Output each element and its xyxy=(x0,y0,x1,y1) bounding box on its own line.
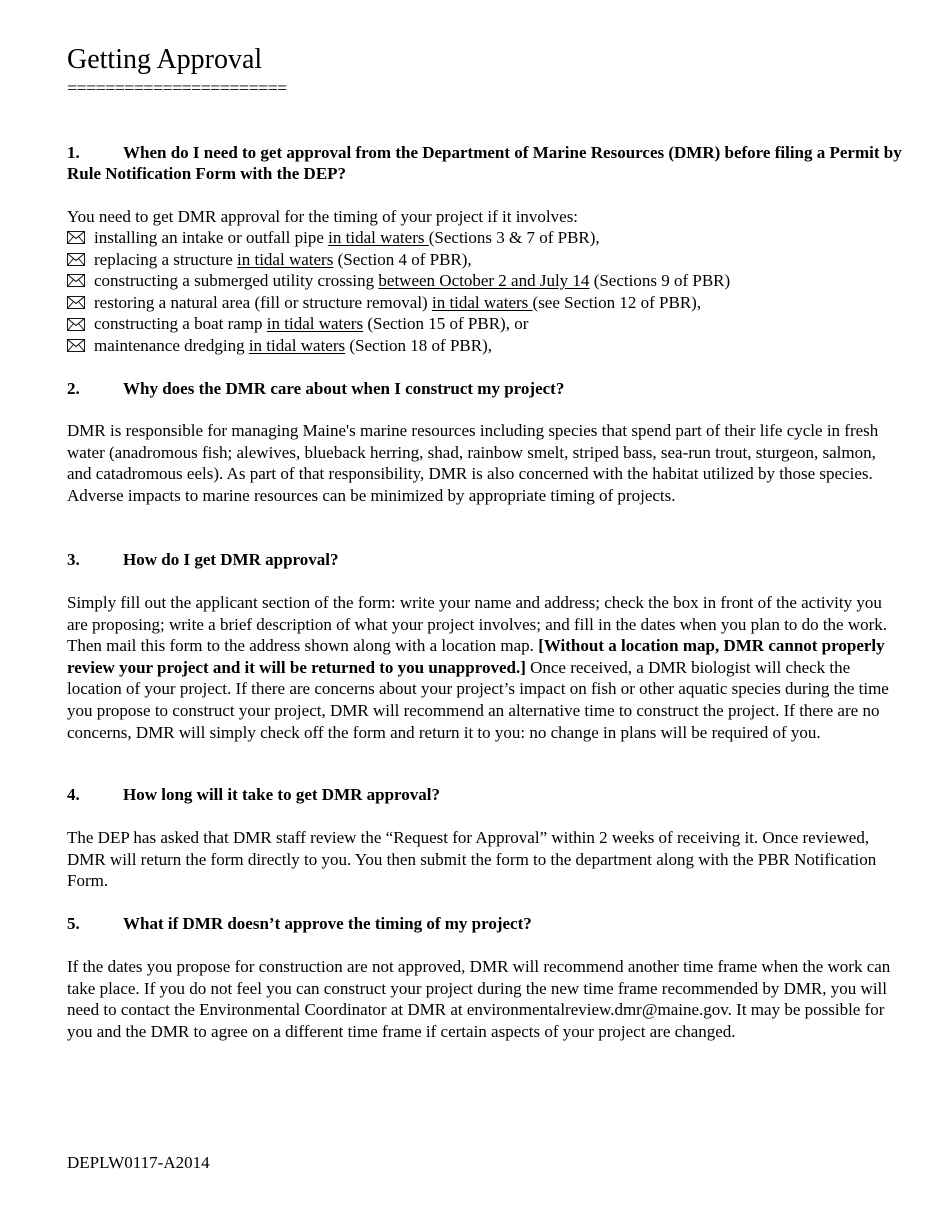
question-2-number: 2. xyxy=(67,379,80,398)
answer-3-part-a: Simply fill out the applicant section of the form: write your name and address; check the box in front of the activity you are proposing; write a brief description of what your project involves; and fill in the dates when you plan to do the work. Then mail this form to the address shown along with a location map. xyxy=(67,593,888,656)
question-5-text: What if DMR doesn’t approve the timing of my project? xyxy=(123,914,532,933)
activity-list-item xyxy=(67,249,730,271)
activity-pre: installing an intake or outfall pipe xyxy=(94,228,329,247)
activity-list-item xyxy=(67,313,730,335)
activity-text xyxy=(94,292,701,314)
activity-pre: restoring a natural area (fill or structure removal) xyxy=(94,292,432,312)
activity-underlined: in tidal waters xyxy=(266,314,364,334)
activity-list xyxy=(67,227,730,357)
answer-3 xyxy=(67,592,897,743)
activity-pre: constructing a submerged utility crossing xyxy=(94,271,379,291)
envelope-checkbox-icon xyxy=(67,274,85,287)
activity-post: (Section 15 of PBR), or xyxy=(363,314,529,334)
question-2-text: Why does the DMR care about when I construct my project? xyxy=(123,379,565,398)
question-3-text: How do I get DMR approval? xyxy=(123,550,339,569)
answer-4: The DEP has asked that DMR staff review the “Request for Approval” within 2 weeks of receiving it. Once reviewed, DMR will return the form directly to you. You then submit the form to the department along with the PBR Notification Form. xyxy=(67,828,877,891)
answer-3-warning: [Without a location map, DMR cannot properly review your project and it will be returned to you unapproved.] xyxy=(67,636,885,677)
question-3 xyxy=(67,549,339,570)
activity-pre: maintenance dredging xyxy=(94,335,249,355)
activity-underlined: in tidal waters xyxy=(248,335,346,355)
activity-list-item xyxy=(67,292,730,314)
envelope-checkbox-icon xyxy=(67,339,85,352)
page-title: Getting Approval xyxy=(67,44,263,75)
question-5 xyxy=(67,913,532,934)
activity-underlined: in tidal waters xyxy=(328,228,429,247)
question-4 xyxy=(67,784,440,805)
activity-pre: constructing a boat ramp xyxy=(94,314,267,334)
envelope-checkbox-icon xyxy=(67,253,85,266)
form-code-footer: DEPLW0117-A2014 xyxy=(67,1153,210,1172)
envelope-checkbox-icon xyxy=(67,318,85,331)
activity-underlined: in tidal waters xyxy=(431,292,533,312)
activity-text xyxy=(94,335,492,357)
title-underline-rule: ======================= xyxy=(67,78,287,98)
activity-underlined: in tidal waters xyxy=(237,249,334,269)
question-4-text: How long will it take to get DMR approval? xyxy=(123,785,441,804)
activity-text xyxy=(94,227,600,249)
answer-2: DMR is responsible for managing Maine's marine resources including species that spend part of their life cycle in fresh water (anadromous fish; alewives, blueback herring, shad, rainbow smelt, striped bass, sea-run trout, sturgeon, salmon, and catadromous eels). As part of that responsibility, DMR is also concerned with the habitat utilized by those species. Adverse impacts to marine resources can be minimized by appropriate timing of projects. xyxy=(67,421,879,505)
question-2 xyxy=(67,378,564,399)
activity-post: (Sections 9 of PBR) xyxy=(589,271,731,291)
activity-list-item xyxy=(67,270,730,292)
activity-pre: replacing a structure xyxy=(94,249,238,269)
answer-5: If the dates you propose for construction are not approved, DMR will recommend another time frame when the work can take place. If you do not feel you can construct your project during the new time frame recommended by DMR, you will need to contact the Environmental Coordinator at DMR at environmentalreview.dmr@maine.gov. It may be possible for you and the DMR to agree on a different time frame if certain aspects of your project are changed. xyxy=(67,957,891,1041)
activity-list-item xyxy=(67,227,730,249)
question-1 xyxy=(67,142,907,184)
activity-text xyxy=(94,313,528,335)
activity-list-item xyxy=(67,335,730,357)
activity-post: (see Section 12 of PBR), xyxy=(532,292,702,312)
question-1-number: 1. xyxy=(67,143,80,162)
activity-post: (Section 18 of PBR), xyxy=(345,335,492,355)
activity-post: (Sections 3 & 7 of PBR), xyxy=(428,228,600,247)
question-3-number: 3. xyxy=(67,550,80,569)
question-1-intro: You need to get DMR approval for the timing of your project if it involves: xyxy=(67,207,579,226)
activity-underlined: between October 2 and July 14 xyxy=(378,271,590,291)
answer-3-part-b: Once received, a DMR biologist will check the location of your project. If there are concerns about your project’s impact on fish or other aquatic species during the time you propose to construct your project, DMR will recommend an alternative time to construct the project. If there are no concerns, DMR will simply check off the form and return it to you: no change in plans will be required of you. xyxy=(67,657,889,742)
activity-post: (Section 4 of PBR), xyxy=(333,249,472,269)
question-1-text: When do I need to get approval from the Department of Marine Resources (DMR) before filing a Permit by Rule Notification Form with the DEP? xyxy=(67,143,902,183)
activity-text xyxy=(94,249,472,271)
question-4-number: 4. xyxy=(67,785,80,804)
envelope-checkbox-icon xyxy=(67,231,85,244)
activity-text xyxy=(94,270,730,292)
envelope-checkbox-icon xyxy=(67,296,85,309)
question-5-number: 5. xyxy=(67,914,80,933)
